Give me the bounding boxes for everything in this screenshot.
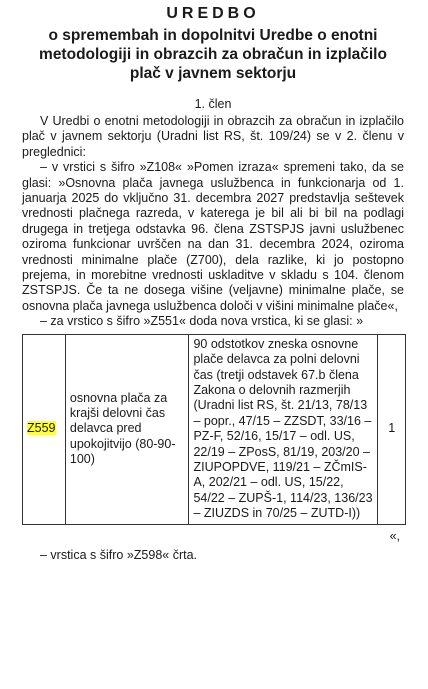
document-subtitle: o spremembah in dopolnitvi Uredbe o enotni metodologiji in obrazcih za obračun in izplačilo plač v javnem sektorju [39, 27, 387, 82]
amendment-table [22, 334, 406, 525]
table-row [23, 334, 406, 524]
article-heading: 1. člen [194, 97, 232, 111]
amendment-item-z598: – vrstica s šifro »Z598« črta. [40, 547, 198, 562]
highlighted-code: Z559 [27, 421, 56, 436]
description-cell: osnovna plača za krajši delovni čas delavca pred upokojitvijo (80-90-100) [65, 334, 189, 524]
closing-quote: «, [389, 528, 400, 543]
document-page [0, 4, 428, 689]
intro-paragraph: V Uredbi o enotni metodologiji in obrazcih za obračun in izplačilo plač v javnem sektorju (Uradni list RS, št. 109/24) se v 2. členu v preglednici: [22, 114, 404, 159]
amendment-item-z551: – za vrstico s šifro »Z551« doda nova vrstica, ki se glasi: » [40, 314, 364, 329]
rule-cell: 90 odstotkov zneska osnovne plače delavca za polni delovni čas (tretji odstavek 67.b člena Zakona o delovnih razmerjih (Uradni list RS, št. 21/13, 78/13 – popr., 47/15 – ZZSDT, 33/16 – PZ-F, 52/16, 15/17 – odl. US, 22/19 – ZPosS, 81/19, 203/20 – ZIUPOPDVE, 119/21 – ZČmIS-A, 202/21 – odl. US, 15/22, 54/22 – ZUPŠ-1, 114/23, 136/23 – ZIUZDS in 70/25 – ZUTD-I)) [189, 334, 378, 524]
value-cell: 1 [378, 334, 406, 524]
code-cell [23, 334, 66, 524]
amendment-item-z108: – v vrstici s šifro »Z108« »Pomen izraza« spremeni tako, da se glasi: »Osnovna plača javnega uslužbenca in funkcionarja od 1. januarja 2025 do vključno 31. decembra 2027 predstavlja seštevek vrednosti plačnega razreda, v katerega je bil ali bi bil na podlagi drugega in tretjega odstavka 96. člena ZSTSPJS javni uslužbenec oziroma funkcionar uvrščen na dan 31. decembra 2024, oziroma vrednosti minimalne plače (Z700), dela razlike, ki jo postopno prejema, in morebitne vrednosti uskladitve v skladu s 104. členom ZSTSPJS. Če ta ne dosega višine (veljavne) minimalne plače, se osnovna plača javnega uslužbenca določi v višini minimalne plače«, [22, 160, 404, 313]
document-title: UREDBO [166, 5, 260, 22]
